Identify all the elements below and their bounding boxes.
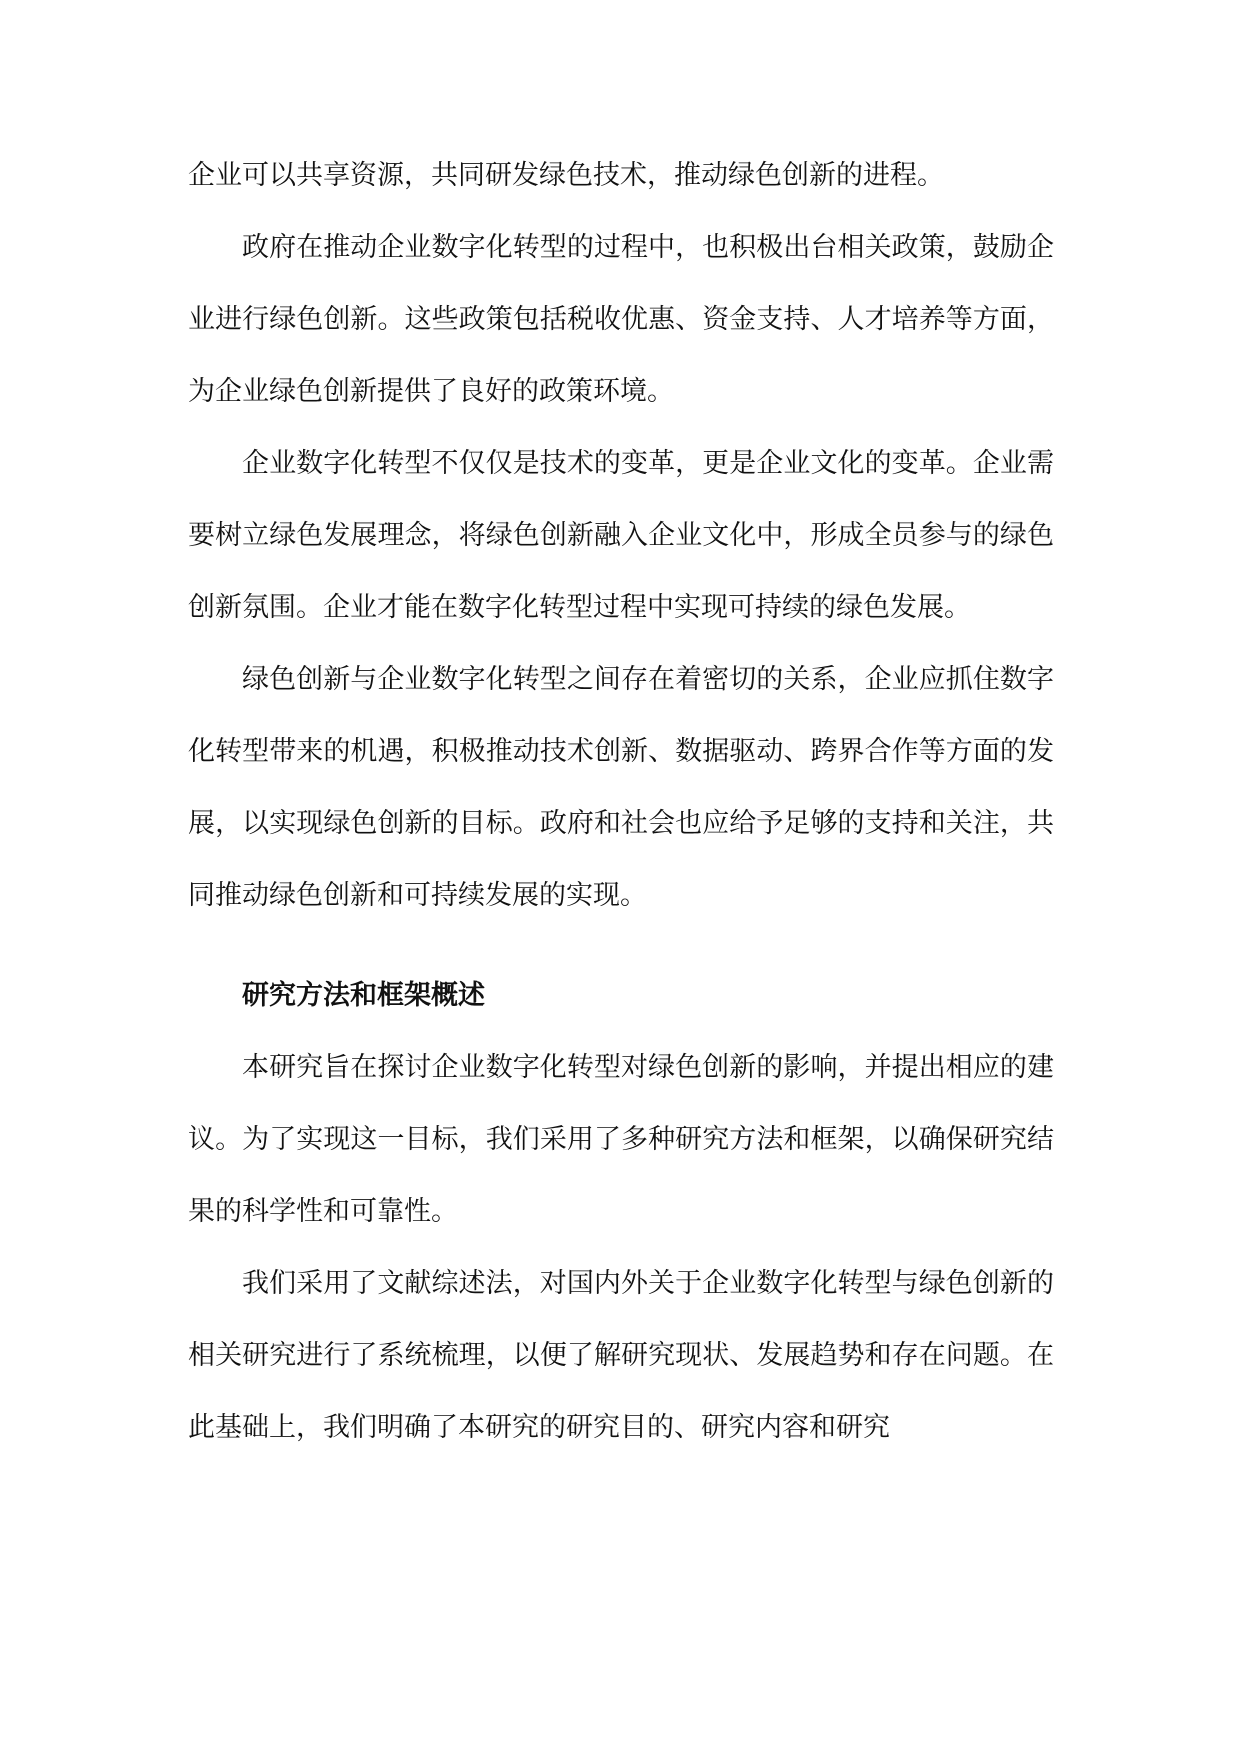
document-body: [188, 140, 1054, 1464]
paragraph-corporate-culture: 企业数字化转型不仅仅是技术的变革，更是企业文化的变革。企业需要树立绿色发展理念，将绿色创新融入企业文化中，形成全员参与的绿色创新氛围。企业才能在数字化转型过程中实现可持续的绿色发展。: [188, 448, 1054, 623]
paragraph-relationship-summary: 绿色创新与企业数字化转型之间存在着密切的关系，企业应抓住数字化转型带来的机遇，积极推动技术创新、数据驱动、跨界合作等方面的发展，以实现绿色创新的目标。政府和社会也应给予足够的支持和关注，共同推动绿色创新和可持续发展的实现。: [188, 664, 1054, 911]
paragraph-government-policy: 政府在推动企业数字化转型的过程中，也积极出台相关政策，鼓励企业进行绿色创新。这些政策包括税收优惠、资金支持、人才培养等方面，为企业绿色创新提供了良好的政策环境。: [188, 232, 1054, 407]
paragraph-continuation: 企业可以共享资源，共同研发绿色技术，推动绿色创新的进程。: [188, 160, 944, 191]
section-heading: 研究方法和框架概述: [242, 980, 485, 1011]
paragraph-research-aim: 本研究旨在探讨企业数字化转型对绿色创新的影响，并提出相应的建议。为了实现这一目标，我们采用了多种研究方法和框架，以确保研究结果的科学性和可靠性。: [188, 1052, 1054, 1227]
paragraph-literature-review: 我们采用了文献综述法，对国内外关于企业数字化转型与绿色创新的相关研究进行了系统梳理，以便了解研究现状、发展趋势和存在问题。在此基础上，我们明确了本研究的研究目的、研究内容和研究: [188, 1268, 1054, 1443]
